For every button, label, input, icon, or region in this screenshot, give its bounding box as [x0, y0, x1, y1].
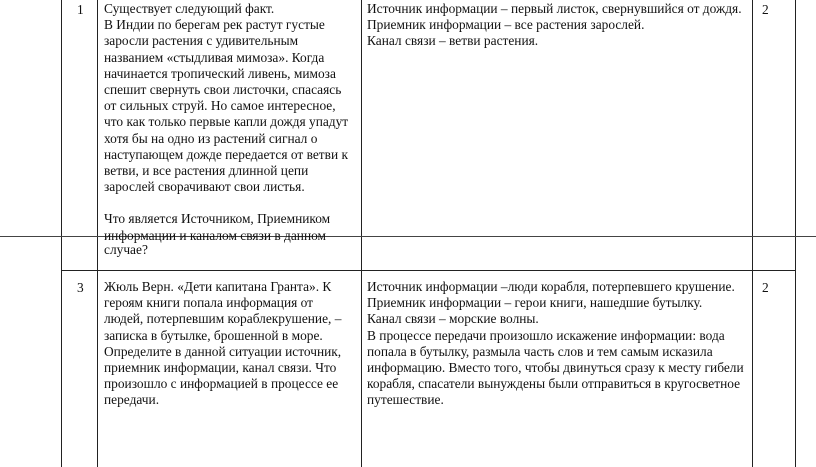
row-1-answer	[367, 1, 751, 50]
row-1-task-text: Существует следующий факт. В Индии по берегам рек растут густые заросли растения с удивительным названием «стыдливая мимоза». Когда начинается тропический ливень, мимоза спешит свернуть свои листочки, спасаясь от сильных струй. Но самое интересное, что как только первые капли дождя упадут хотя бы на одно из растений сигнал о наступающем дожде передается от ветви к ветви, и все растения длинной цепи зарослей сворачивают свои листья.	[104, 1, 349, 195]
row-1-task-question: Что является Источником, Приемником информации и каналом связи в данном	[104, 211, 331, 243]
column-divider-task	[361, 0, 362, 467]
table-border-right	[795, 0, 796, 467]
row-2-task	[104, 279, 359, 409]
column-divider-number	[97, 0, 98, 467]
row-2-answer-explanation: В процессе передачи произошло искажение информации: вода попала в бутылку, размыла часть слов и тем самым исказила информацию. Вместо того, чтобы двинуться сразу к месту гибели корабля, спасатели вынуждены были отправиться в кругосветное путешествие.	[367, 327, 744, 408]
table-border-left	[61, 0, 62, 467]
row-1-task-question-end: случае?	[104, 242, 148, 257]
column-divider-answer	[752, 0, 753, 467]
row-divider	[61, 270, 796, 271]
row-1-points: 2	[762, 2, 769, 17]
row-1-answer-text: Источник информации – первый листок, свернувшийся от дождя. Приемник информации – все растения зарослей. Канал связи – ветви растения.	[367, 1, 742, 49]
row-1-number: 1	[77, 2, 84, 17]
row-2-points: 2	[762, 280, 769, 295]
row-2-answer-text: Источник информации –люди корабля, потерпевшего крушение. Приемник информации – герои книги, нашедшие бутылку. Канал связи – морские волны.	[367, 279, 735, 327]
row-2-task-text: Жюль Верн. «Дети капитана Гранта». К героям книги попала информация от людей, потерпевшим кораблекрушение, – записка в бутылке, брошенной в море. Определите в данной ситуации источник, приемник информации, канал связи. Что произошло с информацией в процессе ее передачи.	[104, 279, 342, 408]
row-2-number: 3	[77, 280, 84, 295]
row-1-task-continued	[104, 242, 359, 258]
row-2-answer	[367, 279, 751, 409]
row-1-task	[104, 1, 359, 244]
